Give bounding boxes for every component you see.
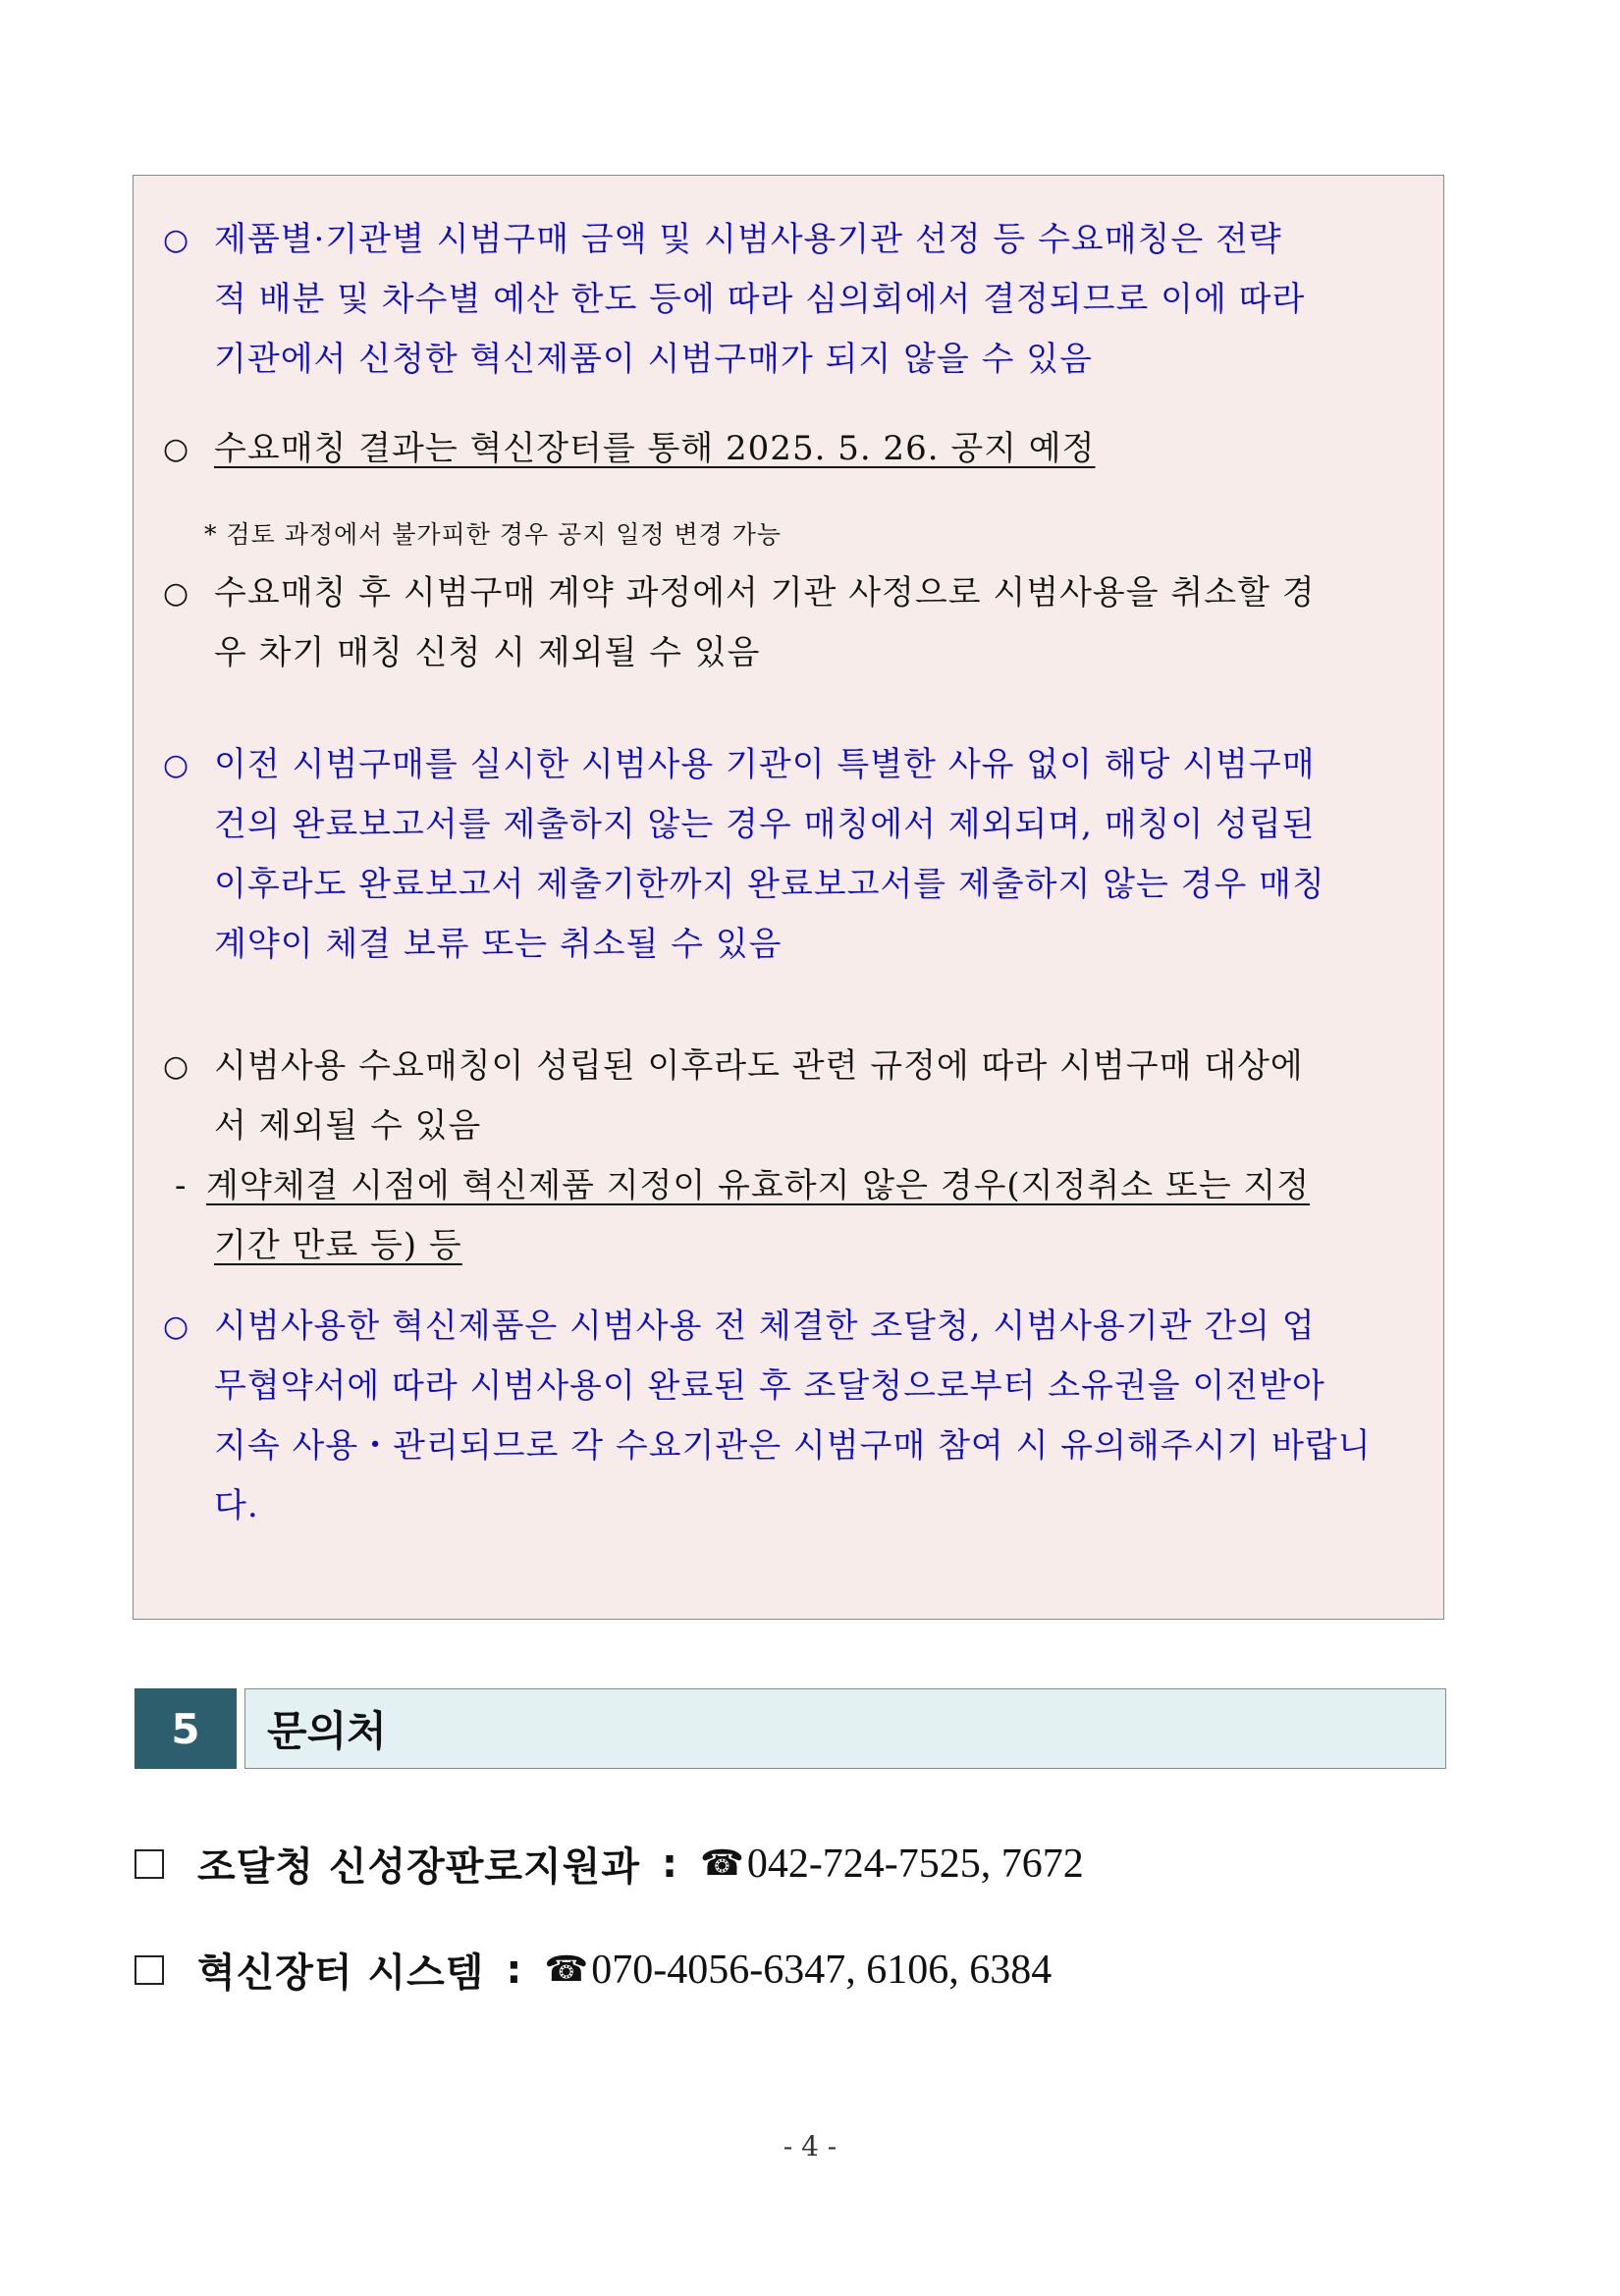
contact-label: 혁신장터 시스템 (197, 1950, 485, 1996)
section-header (135, 1688, 1446, 1769)
text-line: 적 배분 및 차수별 예산 한도 등에 따라 심의회에서 결정되므로 이에 따라 (214, 280, 1306, 319)
text-line: 수요매칭 결과는 혁신장터를 통해 2025. 5. 26. 공지 예정 (214, 429, 1096, 468)
notice-item-5 (163, 1037, 1441, 1156)
contact-label: 조달청 신성장판로지원과 (197, 1844, 640, 1890)
text-line: 건의 완료보고서를 제출하지 않는 경우 매칭에서 제외되며, 매칭이 성립된 (214, 805, 1316, 844)
contact-item-system (135, 1942, 1052, 1998)
footnote: * 검토 과정에서 불가피한 경우 공지 일정 변경 가능 (204, 520, 783, 549)
notice-item-1 (163, 210, 1441, 390)
contact-separator: : (506, 1947, 523, 1993)
text-line-wrap (214, 419, 1441, 479)
text-line: 무협약서에 따라 시범사용이 완료된 후 조달청으로부터 소유권을 이전받아 (214, 1366, 1325, 1406)
circle-bullet-icon: ○ (163, 223, 190, 257)
circle-bullet-icon: ○ (163, 576, 190, 611)
text-line: 다. (214, 1486, 259, 1525)
text-line: 우 차기 매칭 신청 시 제외될 수 있음 (214, 633, 761, 672)
notice-subitem (163, 1156, 1441, 1276)
notice-item-2 (163, 419, 1441, 479)
contact-phone: 070-4056-6347, 6106, 6384 (591, 1947, 1053, 1993)
circle-bullet-icon: ○ (163, 432, 190, 466)
text-line: 수요매칭 후 시범구매 계약 과정에서 기관 사정으로 시범사용을 취소할 경 (214, 573, 1316, 613)
text-line: 서 제외될 수 있음 (214, 1106, 482, 1146)
text-line: 이전 시범구매를 실시한 시범사용 기관이 특별한 사유 없이 해당 시범구매 (214, 745, 1316, 784)
text-line: 시범사용한 혁신제품은 시범사용 전 체결한 조달청, 시범사용기관 간의 업 (214, 1307, 1316, 1346)
text-line: 제품별·기관별 시범구매 금액 및 시범사용기관 선정 등 수요매칭은 전략 (214, 220, 1282, 259)
notice-item-6 (163, 1297, 1441, 1536)
notice-box (133, 175, 1444, 1620)
notice-item-text (214, 1037, 1441, 1156)
text-line: 기간 만료 등) 등 (214, 1226, 462, 1265)
section-number: 5 (135, 1688, 237, 1769)
notice-item-text (214, 210, 1441, 390)
checkbox-square-icon (135, 1955, 164, 1985)
page-number: - 4 - (783, 2130, 837, 2163)
phone-icon: ☎ (544, 1949, 590, 1990)
notice-item-text (214, 735, 1441, 975)
text-line: 시범사용 수요매칭이 성립된 이후라도 관련 규정에 따라 시범구매 대상에 (214, 1046, 1304, 1086)
text-line: 기관에서 신청한 혁신제품이 시범구매가 되지 않을 수 있음 (214, 340, 1093, 379)
contact-separator: : (661, 1841, 678, 1887)
text-line: 이후라도 완료보고서 제출기한까지 완료보고서를 제출하지 않는 경우 매칭 (214, 865, 1325, 904)
notice-item-text (214, 1297, 1441, 1536)
text-line-wrap (206, 1156, 1441, 1216)
text-line: 계약체결 시점에 혁신제품 지정이 유효하지 않은 경우(지정취소 또는 지정 (206, 1166, 1311, 1205)
section-title: 문의처 (267, 1707, 387, 1755)
circle-bullet-icon: ○ (163, 748, 190, 782)
contact-item-procurement (135, 1836, 1084, 1892)
phone-icon: ☎ (699, 1843, 745, 1884)
text-line: 지속 사용・관리되므로 각 수요기관은 시범구매 참여 시 유의해주시기 바랍니 (214, 1426, 1372, 1466)
notice-item-3 (163, 563, 1441, 683)
contact-phone: 042-724-7525, 7672 (746, 1841, 1084, 1887)
notice-item-4 (163, 735, 1441, 975)
section-title-box (244, 1688, 1446, 1769)
checkbox-square-icon (135, 1849, 164, 1879)
circle-bullet-icon: ○ (163, 1309, 190, 1344)
circle-bullet-icon: ○ (163, 1049, 190, 1084)
text-line: 계약이 체결 보류 또는 취소될 수 있음 (214, 925, 783, 964)
dash-bullet: - (175, 1166, 188, 1205)
notice-item-text (214, 563, 1441, 683)
text-line-wrap (206, 1216, 1441, 1276)
notice-item-text (214, 419, 1441, 479)
notice-subitem-text (206, 1156, 1441, 1276)
